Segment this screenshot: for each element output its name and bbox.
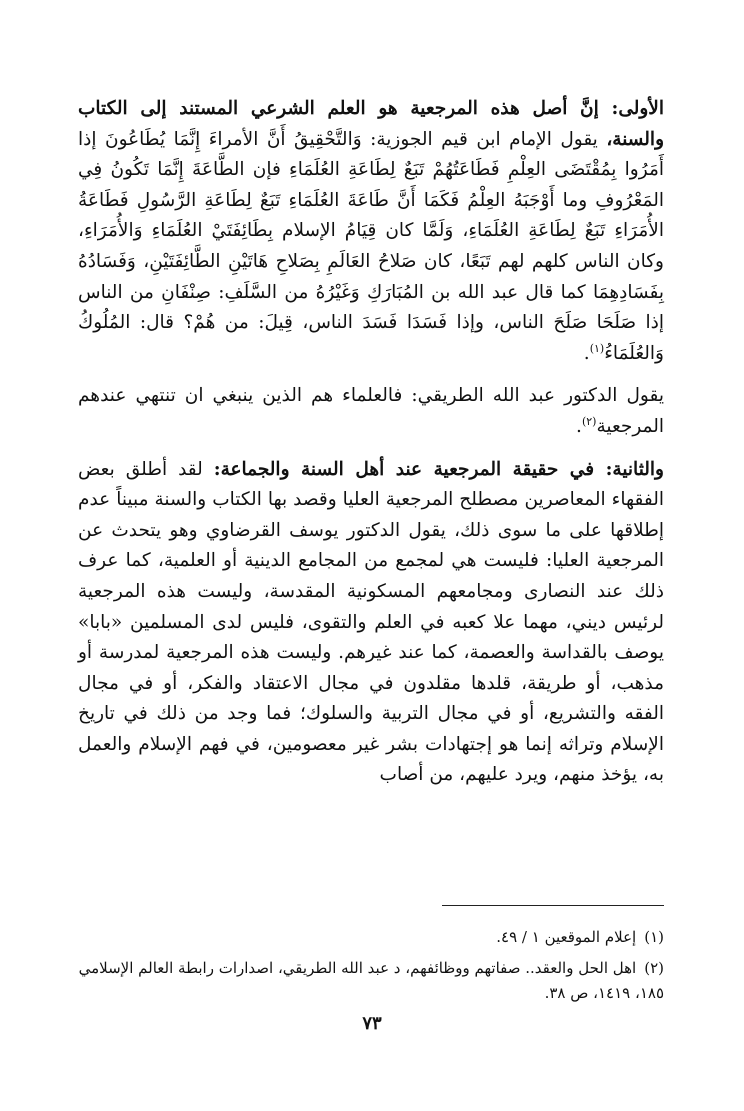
- footnote-number: (١): [644, 928, 664, 946]
- paragraph-tail: .: [583, 342, 590, 364]
- paragraph-lead: والثانية: في حقيقة المرجعية عند أهل السنة والجماعة:: [213, 458, 664, 480]
- footnote-ref[interactable]: (٢): [581, 414, 597, 428]
- paragraph-lead: الأولى: إنَّ أصل هذه المرجعية هو العلم الشرعي المستند إلى الكتاب والسنة،: [78, 98, 664, 150]
- footnote-text: اهل الحل والعقد.. صفاتهم ووظائفهم، د عبد الله الطريقي، اصدارات رابطة العالم الإسلامي ١٨٥، ١٤١٩، ص ٣٨.: [78, 959, 664, 1002]
- footnote-text: إعلام الموقعين ١ / ٤٩.: [496, 928, 637, 946]
- paragraph-body: يقول الإمام ابن قيم الجوزية: وَالتَّحْقِيقُ أَنَّ الأمراءَ إِنَّمَا يُطَاعُونَ إذا أَمَرُوا بِمُقْتَضَى العِلْمِ فَطَاعَتُهُمْ تَبَعٌ لِطَاعَةِ العُلَمَاءِ فإن الطَّاعَةَ إِنَّمَا تَكُونُ فِي المَعْرُوفِ وما أَوْجَبَهُ العِلْمُ فَكَمَا أَنَّ طَاعَةَ العُلَمَاءِ تَبَعٌ لِطَاعَةِ الرَّسُولِ فَطَاعَةُ الأُمَرَاءِ تَبَعٌ لِطَاعَةِ العُلَمَاءِ، وَلَمَّا كان قِيَامُ الإسلام بِطَائِفَتَيْ العُلَمَاءِ وَالأُمَرَاءِ، وكان الناس كلهم لهم تَبَعًا، كان صَلاحُ العَالَمِ بِصَلاحِ هَاتَيْنِ الطَّائِفَتَيْنِ، وَفَسَادُهُ بِفَسَادِهِمَا كما قال عبد الله بن المُبَارَكِ وَغَيْرُهُ من السَّلَفِ: صِنْفَانِ من الناس إذا صَلَحَا صَلَحَ الناس، وإذا فَسَدَا فَسَدَ الناس، قِيلَ: من هُمْ؟ قال: المُلُوكُ وَالعُلَمَاءُ: [78, 128, 664, 364]
- paragraph-body: لقد أطلق بعض الفقهاء المعاصرين مصطلح المرجعية العليا وقصد بها الكتاب والسنة مبيناً عدم إطلاقها على ما سوى ذلك، يقول الدكتور يوسف القرضاوي وهو يتحدث عن المرجعية العليا: فليست هي لمجمع من المجامع الدينية أو العلمية، كما عرف ذلك عند النصارى ومجامعهم المسكونية المقدسة، وليست هذه المرجعية لرئيس ديني، مهما علا كعبه في العلم والتقوى، فليس لدى المسلمين «بابا» يوصف بالقداسة والعصمة، كما عند غيرهم. وليست هذه المرجعية لمدرسة أو مذهب، أو طريقة، قلدها مقلدون في مجال الاعتقاد والفكر، أو في مجال الفقه والتشريع، أو في مجال التربية والسلوك؛ فما وجد من ذلك في تاريخ الإسلام وتراثه إنما هو إجتهادات بشر غير معصومين، في فهم الإسلام والعمل به، يؤخذ منهم، ويرد عليهم، من أصاب: [78, 458, 664, 786]
- page-number: ٧٣: [362, 1013, 382, 1034]
- paragraph-second-principle: [78, 455, 664, 792]
- paragraph-first-principle: [78, 94, 664, 369]
- footnote-item: [78, 925, 664, 950]
- footnote-ref[interactable]: (١): [589, 341, 605, 355]
- footnote-item: [78, 956, 664, 1006]
- paragraph-tail: .: [576, 415, 582, 437]
- paragraph-body: يقول الدكتور عبد الله الطريقي: فالعلماء هم الذين ينبغي ان تنتهي عندهم المرجعية: [78, 385, 664, 437]
- footnote-divider: [442, 905, 664, 906]
- paragraph-tariqi-quote: [78, 381, 664, 442]
- footnote-number: (٢): [644, 959, 664, 977]
- footnotes: [78, 925, 664, 1012]
